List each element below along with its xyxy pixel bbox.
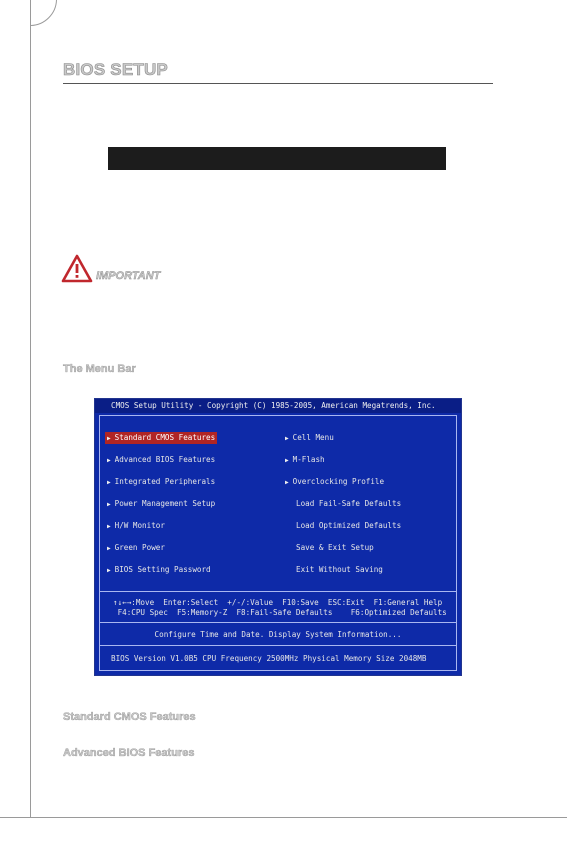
triangle-right-icon: ▶: [107, 545, 111, 552]
triangle-right-icon: ▶: [107, 501, 111, 508]
bios-menu-item-standard-cmos-features[interactable]: [105, 432, 217, 444]
menu-bar-heading: The Menu Bar: [63, 363, 136, 375]
page-frame-left: [30, 0, 31, 818]
bios-menu-item-label: M-Flash: [292, 455, 325, 464]
triangle-right-icon: ▶: [107, 457, 111, 464]
bios-menu-item-green-power[interactable]: [105, 542, 167, 554]
warning-icon: [61, 254, 93, 284]
bios-menu-item-label: Overclocking Profile: [292, 477, 385, 486]
bios-menu-item-label: Exit Without Saving: [296, 565, 383, 574]
bios-menu-item-label: H/W Monitor: [114, 521, 165, 530]
bios-menu-item-bios-setting-password[interactable]: [105, 564, 213, 576]
important-label: IMPORTANT: [96, 270, 161, 282]
bios-menu-item-integrated-peripherals[interactable]: [105, 476, 217, 488]
bios-menu-item-label: Integrated Peripherals: [114, 477, 216, 486]
bios-menu-item-exit-without-saving[interactable]: [283, 564, 385, 576]
bios-keys-line2: F4:CPU Spec F5:Memory-Z F8:Fail-Safe Defaults F6:Optimized Defaults: [113, 608, 447, 617]
bios-menu-item-load-optimized-defaults[interactable]: [283, 520, 403, 532]
bios-divider-status: [99, 622, 457, 623]
title-underline: [63, 83, 493, 84]
page-corner-curve: [31, 0, 57, 26]
bios-menu-item-label: Save & Exit Setup: [296, 543, 374, 552]
bios-menu-item-load-fail-safe-defaults[interactable]: [283, 498, 403, 510]
bios-screenshot: [94, 398, 462, 676]
bios-menu-item-h-w-monitor[interactable]: [105, 520, 167, 532]
bios-menu-item-power-management-setup[interactable]: [105, 498, 217, 510]
bios-version-text: BIOS Version V1.0B5 CPU Frequency 2500MHz Physical Memory Size 2048MB: [111, 654, 427, 663]
bios-menu-item-label: BIOS Setting Password: [114, 565, 211, 574]
triangle-right-icon: ▶: [107, 479, 111, 486]
advanced-bios-heading: Advanced BIOS Features: [63, 747, 195, 759]
bios-status-text: Configure Time and Date. Display System Information...: [154, 630, 402, 639]
bios-header: CMOS Setup Utility - Copyright (C) 1985-2005, American Megatrends, Inc.: [95, 399, 461, 413]
bios-menu-item-label: Cell Menu: [292, 433, 334, 442]
bios-menu-item-save-exit-setup[interactable]: [283, 542, 376, 554]
bios-menu-item-label: Standard CMOS Features: [114, 433, 216, 442]
page-frame-bottom: [0, 817, 567, 818]
bios-menu-item-label: Load Fail-Safe Defaults: [296, 499, 402, 508]
bios-keys-line1: ↑↓←→:Move Enter:Select +/-/:Value F10:Save ESC:Exit F1:General Help: [113, 598, 443, 607]
bios-menu-item-label: Green Power: [114, 543, 165, 552]
bios-menu-item-overclocking-profile[interactable]: [283, 476, 386, 488]
page-title: BIOS SETUP: [63, 60, 168, 79]
bios-divider-keys: [99, 591, 457, 592]
triangle-right-icon: ▶: [107, 435, 111, 442]
triangle-right-icon: ▶: [107, 567, 111, 574]
triangle-right-icon: ▶: [285, 457, 289, 464]
triangle-right-icon: ▶: [285, 479, 289, 486]
bios-menu-item-label: Load Optimized Defaults: [296, 521, 402, 530]
standard-cmos-heading: Standard CMOS Features: [63, 711, 196, 723]
triangle-right-icon: ▶: [107, 523, 111, 530]
triangle-right-icon: ▶: [285, 435, 289, 442]
bios-menu-item-m-flash[interactable]: [283, 454, 327, 466]
bios-menu-item-label: Power Management Setup: [114, 499, 216, 508]
bios-menu-item-advanced-bios-features[interactable]: [105, 454, 217, 466]
key-prompt-bar: [108, 147, 446, 170]
bios-menu-item-label: Advanced BIOS Features: [114, 455, 216, 464]
bios-divider-version: [99, 645, 457, 646]
bios-menu-item-cell-menu[interactable]: [283, 432, 336, 444]
